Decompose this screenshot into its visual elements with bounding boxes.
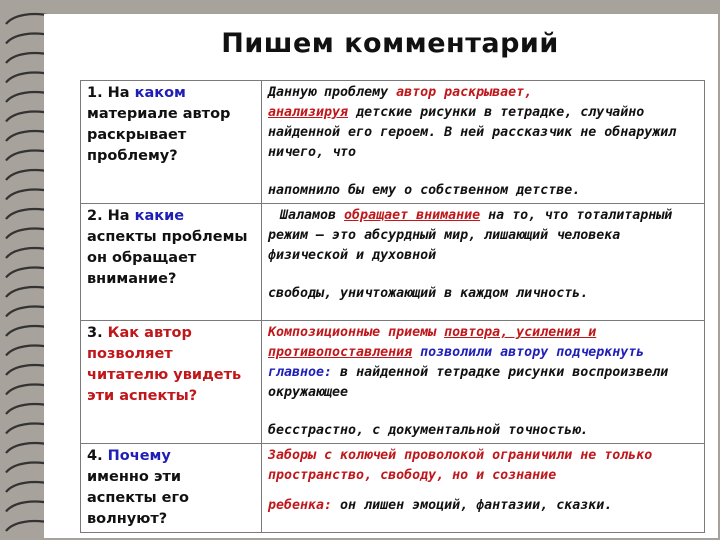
question-cell: 2. На какие аспекты проблемы он обращает внимание? [81,204,262,321]
question-cell: 3. Как автор позволяет читателю увидеть эти аспекты? [81,321,262,444]
comment-plan-table [80,80,705,533]
table-row [81,444,705,533]
question-cell: 4. Почему именно эти аспекты его волнуют? [81,444,262,533]
table-row [81,81,705,204]
answer-cell: Данную проблему автор раскрывает, анализируя детские рисунки в тетрадке, случайно найденной его героем. В ней рассказчик не обнаружил ничего, что напомнило бы ему о собственном детстве. [262,81,705,204]
answer-cell: Композиционные приемы повтора, усиления и противопоставления позволили автору подчеркнуть главное: в найденной тетрадке рисунки воспроизвели окружающее бесстрастно, с документальной точностью. [262,321,705,444]
answer-cell: Шаламов обращает внимание на то, что тоталитарный режим – это абсурдный мир, лишающий человека физической и духовной свободы, уничтожающий в каждом личность. [262,204,705,321]
table-row [81,321,705,444]
question-cell: 1. На каком материале автор раскрывает проблему? [81,81,262,204]
page-title: Пишем комментарий [221,28,559,59]
answer-cell: Заборы с колючей проволокой ограничили не только пространство, свободу, но и сознание ребенка: он лишен эмоций, фантазии, сказки. [262,444,705,533]
table-row [81,204,705,321]
